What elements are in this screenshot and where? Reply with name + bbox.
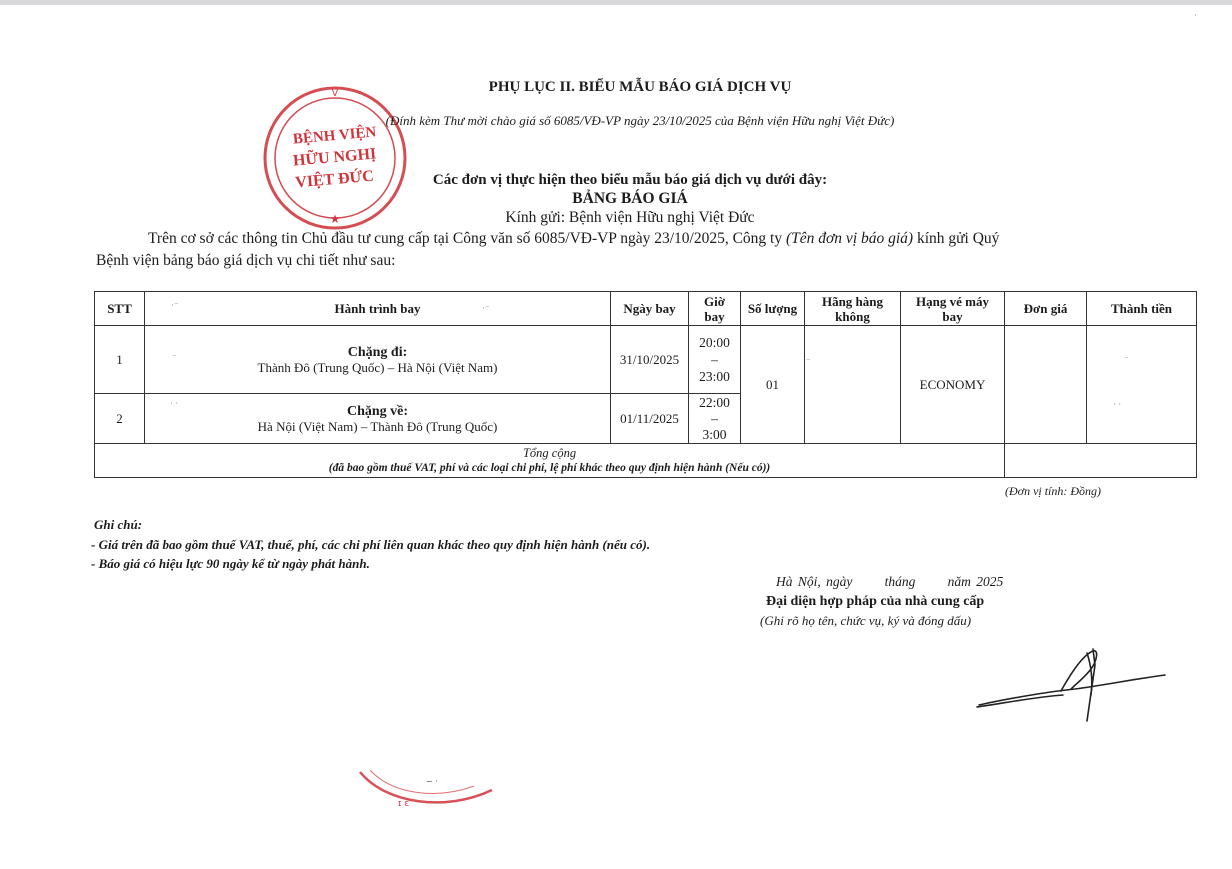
scan-speck: ⁻ [172, 352, 177, 362]
header-route: Hành trình bay [145, 292, 611, 326]
header-amount: Thành tiền [1087, 292, 1197, 326]
svg-text:★: ★ [329, 212, 341, 226]
ticket-class-cell: ECONOMY [901, 326, 1005, 444]
row-time: 20:00 – 23:00 [689, 326, 741, 394]
row-date: 01/11/2025 [611, 394, 689, 444]
total-label-cell [95, 444, 1005, 478]
row-stt: 1 [95, 326, 145, 394]
notes-title: Ghi chú: [94, 517, 143, 532]
table-header-row [95, 292, 1197, 326]
paragraph-line-2: Bệnh viện bảng báo giá dịch vụ chi tiết như sau: [96, 252, 396, 269]
leg-label: Chặng về: [346, 403, 409, 419]
representative-title: Đại diện hợp pháp của nhà cung cấp [766, 594, 985, 609]
paragraph-text-a: Trên cơ sở các thông tin Chủ đầu tư cung cấp tại Công văn số 6085/VĐ-VP ngày 23/10/2025, Công ty [148, 230, 786, 247]
scan-top-edge [0, 0, 1232, 5]
paragraph-text-c: kính gửi Quý [913, 230, 1000, 247]
document-subtitle: (Đính kèm Thư mời chào giá số 6085/VĐ-VP ngày 23/10/2025 của Bệnh viện Hữu nghị Việt Đức) [385, 113, 895, 128]
stamp-line-1: BỆNH VIỆN [292, 124, 377, 148]
svg-text:V: V [331, 89, 339, 99]
header-time: Giờ bay [689, 292, 741, 326]
total-note: (đã bao gồm thuế VAT, phí và các loại chi phí, lệ phí khác theo quy định hiện hành (Nếu có)) [328, 461, 771, 474]
scan-speck: · [1194, 10, 1197, 20]
row-stt: 2 [95, 394, 145, 444]
header-date: Ngày bay [611, 292, 689, 326]
header-unit-price: Đơn giá [1005, 292, 1087, 326]
note-item: - Báo giá có hiệu lực 90 ngày kể từ ngày phát hành. [91, 556, 370, 571]
addressee-line: Kính gửi: Bệnh viện Hữu nghị Việt Đức [505, 209, 755, 226]
note-item: - Giá trên đã bao gồm thuế VAT, thuế, phí, các chi phí liên quan khác theo quy định hiện hành (nếu có). [91, 537, 651, 552]
row-route [145, 394, 611, 444]
leg-route: Hà Nội (Việt Nam) – Thành Đô (Trung Quốc) [257, 418, 498, 434]
stamp-line-3: VIỆT ĐỨC [294, 167, 375, 192]
scan-speck: ⁻ [1124, 354, 1129, 364]
header-stt: STT [95, 292, 145, 326]
place-date: Hà Nội, ngày tháng năm 2025 [776, 574, 1004, 589]
quote-table [94, 291, 1197, 478]
paragraph-line-1 [148, 230, 999, 248]
row-date: 31/10/2025 [611, 326, 689, 394]
scan-speck: ⁻ [806, 356, 811, 366]
total-value-cell [1005, 444, 1197, 478]
leg-label: Chặng đi: [347, 344, 408, 360]
document-title: PHỤ LỤC II. BIỂU MẪU BÁO GIÁ DỊCH VỤ [488, 79, 792, 95]
svg-text:ɪ ɛ: ɪ ɛ [398, 799, 410, 809]
leg-route: Thành Đô (Trung Quốc) – Hà Nội (Việt Nam) [257, 359, 498, 375]
header-ticket-class: Hạng vé máy bay [901, 292, 1005, 326]
table-row [95, 326, 1197, 394]
stamp-line-2: HỮU NGHỊ [292, 145, 377, 170]
row-time: 22:00 – 3:00 [689, 394, 741, 444]
quantity-cell: 01 [741, 326, 805, 444]
row-route [145, 326, 611, 394]
total-label: Tổng cộng [522, 445, 577, 460]
quote-heading: BẢNG BÁO GIÁ [572, 190, 688, 207]
partial-stamp-mark [356, 766, 496, 816]
scan-speck: ·⁻ [171, 300, 179, 310]
unit-note: (Đơn vị tính: Đồng) [1005, 484, 1102, 498]
header-airline: Hãng hàng không [805, 292, 901, 326]
representative-instruction: (Ghi rõ họ tên, chức vụ, ký và đóng dấu) [760, 613, 972, 628]
scan-speck: · · [1113, 399, 1122, 409]
company-placeholder: (Tên đơn vị báo giá) [786, 230, 914, 247]
total-row [95, 444, 1197, 478]
handwritten-signature [975, 645, 1170, 725]
scan-speck: · · [170, 398, 179, 408]
airline-cell [805, 326, 901, 444]
svg-text:~ ·: ~ · [426, 777, 438, 786]
intro-line: Các đơn vị thực hiện theo biểu mẫu báo giá dịch vụ dưới đây: [432, 172, 828, 188]
amount-cell [1087, 326, 1197, 444]
scan-speck: ·⁻ [482, 303, 490, 313]
unit-price-cell [1005, 326, 1087, 444]
header-quantity: Số lượng [741, 292, 805, 326]
